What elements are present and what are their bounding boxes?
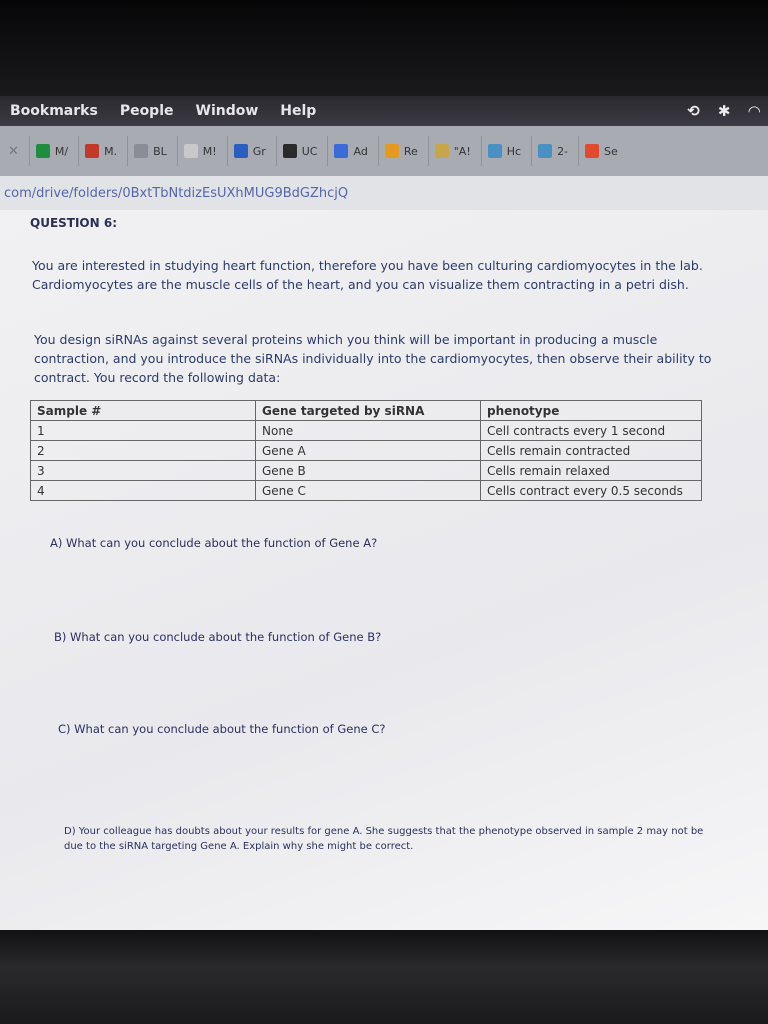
table-row: [31, 441, 702, 461]
screen-bezel-bottom: [0, 930, 768, 1024]
question-c: C) What can you conclude about the function of Gene C?: [58, 722, 386, 736]
cell-phenotype: Cell contracts every 1 second: [481, 421, 702, 441]
cell-gene: None: [256, 421, 481, 441]
status-area: [687, 96, 760, 126]
cell-sample: 2: [31, 441, 256, 461]
header-gene: Gene targeted by siRNA: [256, 401, 481, 421]
cell-gene: Gene C: [256, 481, 481, 501]
browser-tab[interactable]: [428, 136, 477, 166]
favicon-icon: [385, 144, 399, 158]
tab-strip: [0, 126, 768, 176]
favicon-icon: [334, 144, 348, 158]
menu-bar: [0, 96, 768, 126]
table-row: [31, 461, 702, 481]
time-machine-icon[interactable]: ⟲: [687, 102, 700, 120]
browser-tab[interactable]: [227, 136, 272, 166]
intro-paragraph: You are interested in studying heart function, therefore you have been culturing cardiomyocytes in the lab. Cardiomyocytes are the muscle cells of the heart, and you can visualize them contracting in a petri dish.: [32, 258, 703, 292]
question-title: QUESTION 6:: [30, 216, 118, 230]
url-text: com/drive/folders/0BxtTbNtdizEsUXhMUG9BdGZhcjQ: [4, 185, 349, 201]
favicon-icon: [36, 144, 50, 158]
browser-tab[interactable]: [531, 136, 574, 166]
cell-gene: Gene B: [256, 461, 481, 481]
favicon-icon: [585, 144, 599, 158]
table-header-row: [31, 401, 702, 421]
browser-tab[interactable]: [481, 136, 527, 166]
tab-label: Re: [403, 144, 418, 158]
question-a: A) What can you conclude about the function of Gene A?: [50, 536, 378, 550]
browser-tab[interactable]: [378, 136, 424, 166]
tab-label: Ad: [353, 144, 368, 158]
browser-tab[interactable]: [578, 136, 624, 166]
cell-phenotype: Cells remain contracted: [481, 441, 702, 461]
browser-tab[interactable]: [127, 136, 173, 166]
tab-label: M.: [104, 144, 118, 158]
tab-label: M!: [202, 144, 217, 158]
cell-sample: 1: [31, 421, 256, 441]
browser-tab[interactable]: [177, 136, 223, 166]
cell-gene: Gene A: [256, 441, 481, 461]
menu-window[interactable]: Window: [195, 103, 259, 119]
results-table: [30, 400, 702, 501]
tab-label: Gr: [252, 144, 266, 158]
favicon-icon: [488, 144, 502, 158]
menu-bookmarks[interactable]: Bookmarks: [10, 103, 98, 119]
cell-phenotype: Cells contract every 0.5 seconds: [481, 481, 702, 501]
cell-phenotype: Cells remain relaxed: [481, 461, 702, 481]
document-page: [0, 210, 768, 930]
tab-label: 2-: [557, 144, 569, 158]
bluetooth-icon[interactable]: ✱: [717, 102, 731, 120]
browser-tab[interactable]: [276, 136, 324, 166]
tab-label: UC: [301, 144, 318, 158]
address-bar[interactable]: [0, 176, 768, 210]
favicon-icon: [234, 144, 248, 158]
question-b: B) What can you conclude about the function of Gene B?: [54, 630, 382, 644]
table-row: [31, 481, 702, 501]
browser-tab[interactable]: [78, 136, 123, 166]
tab-label: BL: [153, 144, 167, 158]
table-row: [31, 421, 702, 441]
wifi-icon[interactable]: ◠: [748, 102, 760, 120]
tab-label: Se: [604, 144, 618, 158]
favicon-icon: [538, 144, 552, 158]
header-phenotype: phenotype: [481, 401, 702, 421]
cell-sample: 3: [31, 461, 256, 481]
favicon-icon: [435, 144, 449, 158]
tab-label: M/: [54, 144, 69, 158]
tab-label: "A!: [453, 144, 471, 158]
menu-help[interactable]: Help: [280, 103, 317, 119]
screen-bezel-top: [0, 0, 768, 96]
favicon-icon: [85, 144, 99, 158]
menu-people[interactable]: People: [119, 103, 174, 119]
browser-tab[interactable]: [327, 136, 373, 166]
close-icon[interactable]: ✕: [8, 143, 19, 159]
cell-sample: 4: [31, 481, 256, 501]
header-sample: Sample #: [31, 401, 256, 421]
question-d: D) Your colleague has doubts about your results for gene A. She suggests that the phenotype observed in sample 2 may not be due to the siRNA targeting Gene A. Explain why she might be correct.: [64, 826, 704, 852]
tab-label: Hc: [506, 144, 522, 158]
experiment-paragraph: You design siRNAs against several proteins which you think will be important in producing a muscle contraction, and you introduce the siRNAs individually into the cardiomyocytes, then observe their ability to contract. You record the following data:: [34, 332, 712, 385]
browser-tab[interactable]: [29, 136, 74, 166]
favicon-icon: [283, 144, 297, 158]
favicon-icon: [134, 144, 148, 158]
favicon-icon: [184, 144, 198, 158]
